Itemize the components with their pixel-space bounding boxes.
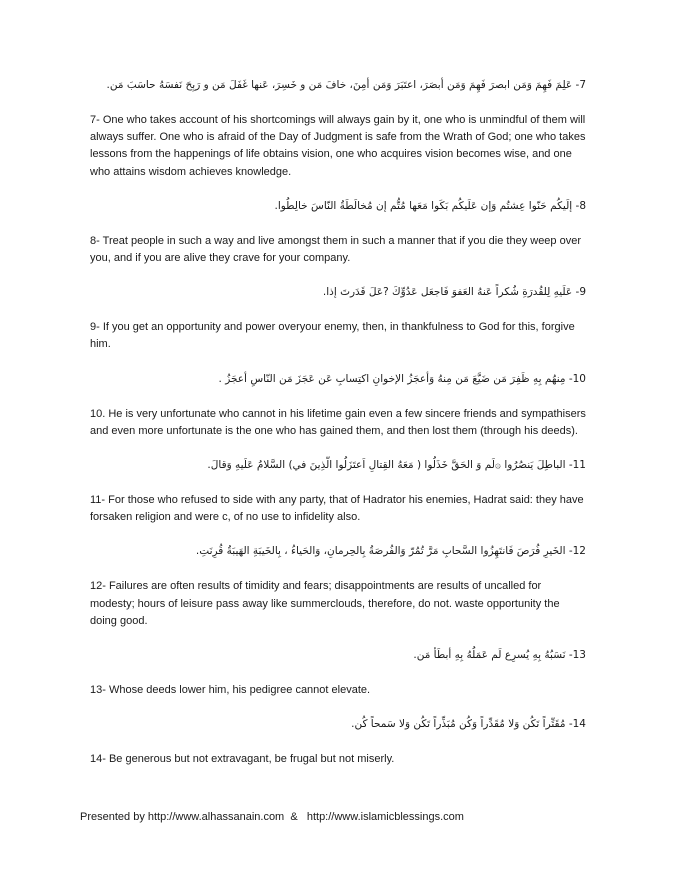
document-content [90, 76, 586, 768]
translation-saying-12: 12- Failures are often results of timidity and fears; disappointments are results of uncalled for modesty; hours of leisure pass away like summerclouds, therefore, do not. waste opportunity the doing good. [90, 580, 560, 627]
arabic-saying-13: 13- نَسَبُهُ بِهِ يُسرِع لَم عَمَلُهُ بِهِ أبطَأ مَن. [413, 649, 586, 662]
translation-saying-7: 7- One who takes account of his shortcomings will always gain by it, one who is unmindful of them will always suffer. One who is afraid of the Day of Judgment is safe from the Wrath of God; one who takes lessons from the happenings of life obtains vision, one who acquires vision becomes wise, and one who attains wisdom achieves knowledge. [90, 114, 586, 178]
arabic-saying-11: 11- الباطِلَ يَنصُرُوا ۞لَم وَ الحَقَّ خَذَلُوا ( مَعَهُ القِتالِ اَعتَزَلُوا الَّذِينَ في) السَّلامُ عَلَيهِ وَقالَ. [207, 459, 586, 472]
arabic-saying-14: 14- مُقَتِّراً تَكُن وَلا مُقَدِّراً وَكُن مُبَذِّراً تَكُن وَلا سَمحاً كُن. [351, 718, 586, 731]
page-footer: Presented by http://www.alhassanain.com & http://www.islamicblessings.com [80, 811, 464, 823]
arabic-saying-10: 10- مِنهُم بِهِ ظَفِرَ مَن ضَيَّعَ مَن مِنهُ وَأعجَزُ الإخوانِ اكتِسابِ عَن عَجَزَ مَن النّاسِ أعجَزُ . [218, 372, 586, 385]
translation-saying-13: 13- Whose deeds lower him, his pedigree cannot elevate. [90, 684, 371, 697]
arabic-saying-8: 8- إلَيكُم حَنّوا عِشتُم وَإن عَلَيكُم بَكَوا مَعَها مُتُّم إن مُخالَطَةُ النّاسَ خالِطُوا. [274, 199, 586, 212]
translation-saying-8: 8- Treat people in such a way and live amongst them in such a manner that if you die they weep over you, and if you are alive they crave for your company. [90, 234, 581, 265]
arabic-saying-9: 9- عَلَيهِ لِلقُدرَةِ شُكراً عَنهُ العَفوَ فَاجعَل عَدُوِّكَ ?عَلَ قَدَرتَ إذا. [322, 286, 586, 299]
translation-saying-11: 11- For those who refused to side with any party, that of Hadrator his enemies, Hadrat said: they have forsaken religion and were c, of no use to infidelity also. [90, 494, 584, 524]
translation-saying-9: 9- If you get an opportunity and power overyour enemy, then, in thankfulness to God for this, forgive him. [90, 321, 575, 351]
translation-saying-14: 14- Be generous but not extravagant, be frugal but not miserly. [90, 753, 395, 766]
translation-saying-10: 10. He is very unfortunate who cannot in his lifetime gain even a few sincere friends and sympathisers and even more unfortunate is the one who has gained them, and then lost them (through his deeds). [90, 407, 586, 437]
arabic-saying-7: 7- عَلِمَ فَهِمَ وَمَن ابصرَ فَهِمَ وَمَن أبصَرَ، اعتَبَرَ وَمَن أمِنَ، خافَ مَن و خَسِرَ، عَنها غَفَلَ مَن و رَبِحَ نَفسَهُ حاسَبَ مَن. [106, 79, 586, 91]
arabic-saying-12: 12- الخَيرِ فُرَصَ فَانتَهِزُوا السَّحابِ مَرَّ تُمُرّ وَالفُرصَةُ بِالحِرمانِ، وَالحَياءُ ، بِالخَيبَةِ الهَيبَةُ قُرِنَتِ. [195, 545, 586, 558]
